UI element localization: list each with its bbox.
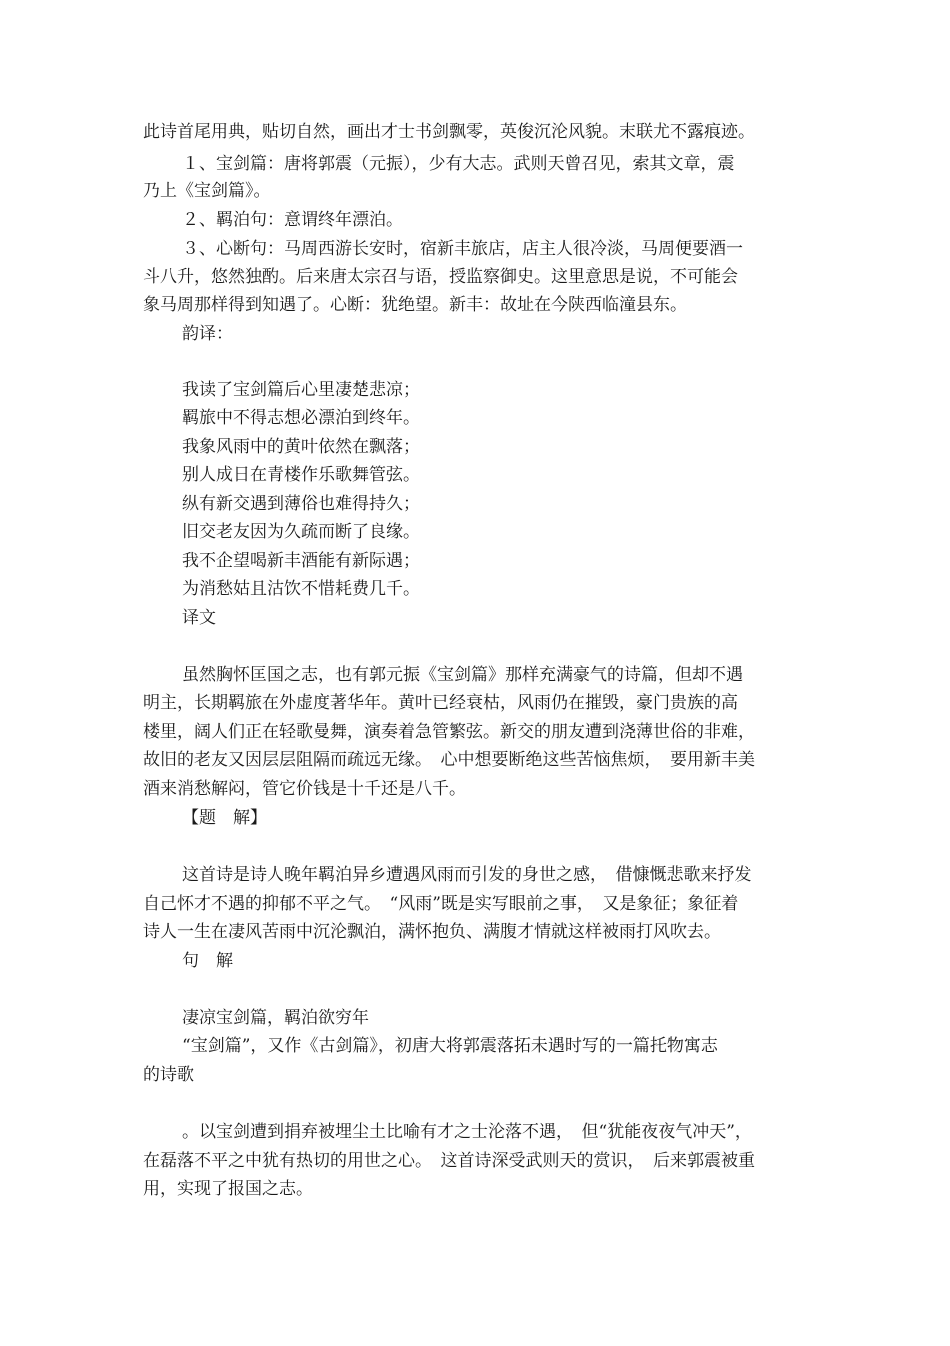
translation-line: 故旧的老友又因层层阻隔而疏远无缘。 心中想要断绝这些苦恼焦烦， 要用新丰美 xyxy=(143,750,755,770)
jujie-heading: 句 解 xyxy=(182,951,233,971)
note-2: ２、羁泊句：意谓终年漂泊。 xyxy=(182,210,403,230)
translation-line: 虽然胸怀匡国之志，也有郭元振《宝剑篇》那样充满豪气的诗篇，但却不遇 xyxy=(182,665,743,685)
tijie-line: 自己怀才不遇的抑郁不平之气。 “风雨”既是实写眼前之事， 又是象征；象征着 xyxy=(143,894,739,914)
tijie-line: 诗人一生在凄风苦雨中沉沦飘泊，满怀抱负、满腹才情就这样被雨打风吹去。 xyxy=(143,922,721,942)
rhyme-line: 羁旅中不得志想必漂泊到终年。 xyxy=(182,408,420,428)
note-3-line-2: 斗八升，悠然独酌。后来唐太宗召与语，授监察御史。这里意思是说，不可能会 xyxy=(143,267,738,287)
rhyme-line: 我象风雨中的黄叶依然在飘落； xyxy=(182,437,420,457)
rhyme-line: 我读了宝剑篇后心里凄楚悲凉； xyxy=(182,380,420,400)
translation-line: 明主，长期羁旅在外虚度著华年。黄叶已经衰枯，风雨仍在摧毁，豪门贵族的高 xyxy=(143,693,738,713)
rhyme-translation-heading: 韵译： xyxy=(182,324,233,344)
tijie-line: 这首诗是诗人晚年羁泊异乡遭遇风雨而引发的身世之感， 借慷慨悲歌来抒发 xyxy=(182,865,752,885)
jujie-line: 的诗歌 xyxy=(143,1065,194,1085)
rhyme-line: 旧交老友因为久疏而断了良缘。 xyxy=(182,522,420,542)
translation-line: 楼里，阔人们正在轻歌曼舞，演奏着急管繁弦。新交的朋友遭到浇薄世俗的非难， xyxy=(143,722,755,742)
closing-line: 在磊落不平之中犹有热切的用世之心。 这首诗深受武则天的赏识， 后来郭震被重 xyxy=(143,1151,755,1171)
rhyme-line: 为消愁姑且沽饮不惜耗费几千。 xyxy=(182,579,420,599)
note-1-line-1: １、宝剑篇：唐将郭震（元振），少有大志。武则天曾召见，索其文章，震 xyxy=(182,154,735,174)
jujie-quote: 凄凉宝剑篇，羁泊欲穷年 xyxy=(182,1008,369,1028)
tijie-heading: 【题 解】 xyxy=(182,808,267,828)
rhyme-line: 别人成日在青楼作乐歌舞管弦。 xyxy=(182,465,420,485)
closing-line: 。以宝剑遭到捐弃被埋尘土比喻有才之士沦落不遇， 但“犹能夜夜气冲天”， xyxy=(182,1122,752,1142)
jujie-line: “宝剑篇”，又作《古剑篇》，初唐大将郭震落拓未遇时写的一篇托物寓志 xyxy=(182,1036,718,1056)
translation-line: 酒来消愁解闷，管它价钱是十千还是八千。 xyxy=(143,779,466,799)
rhyme-line: 纵有新交遇到薄俗也难得持久； xyxy=(182,494,420,514)
note-3-line-1: ３、心断句：马周西游长安时，宿新丰旅店，店主人很冷淡，马周便要酒一 xyxy=(182,239,743,259)
intro-paragraph: 此诗首尾用典，贴切自然，画出才士书剑飘零，英俊沉沦风貌。末联尤不露痕迹。 xyxy=(143,122,755,142)
rhyme-line: 我不企望喝新丰酒能有新际遇； xyxy=(182,551,420,571)
note-3-line-3: 象马周那样得到知遇了。心断：犹绝望。新丰：故址在今陕西临潼县东。 xyxy=(143,295,687,315)
closing-line: 用，实现了报国之志。 xyxy=(143,1179,313,1199)
translation-heading: 译文 xyxy=(182,608,216,628)
note-1-line-2: 乃上《宝剑篇》。 xyxy=(143,181,271,201)
